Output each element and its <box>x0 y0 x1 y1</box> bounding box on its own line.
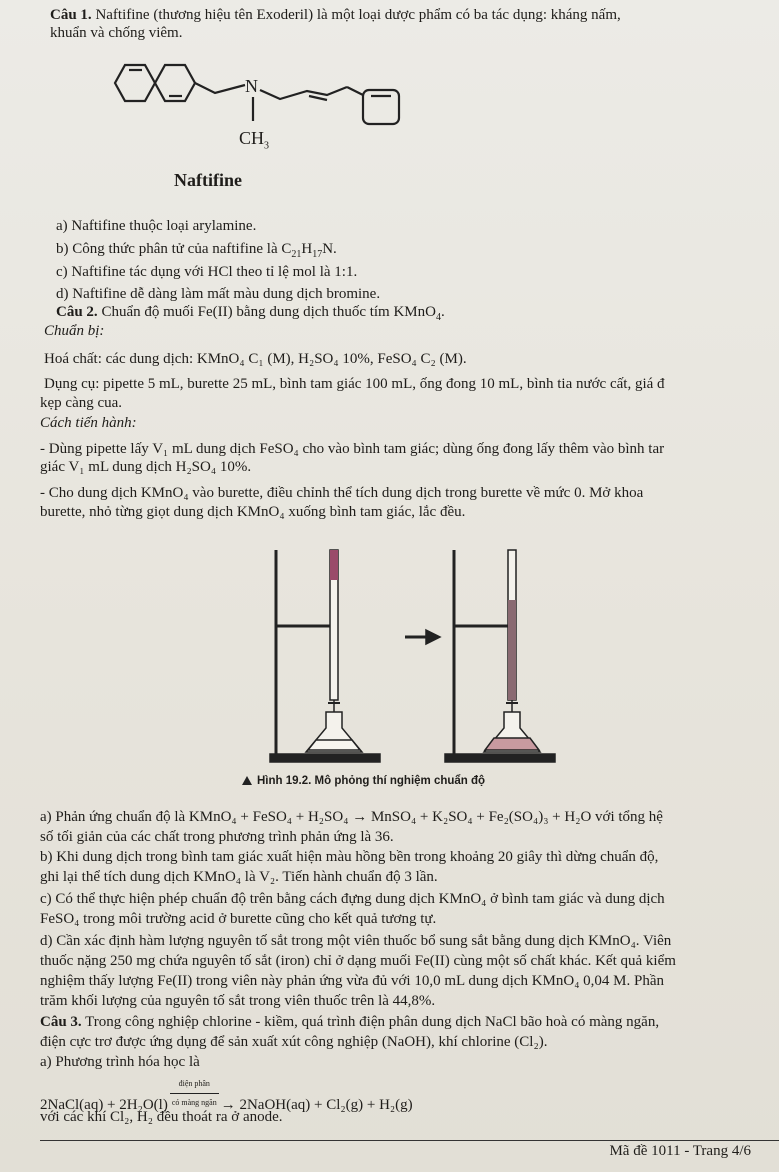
arrow-icon: → <box>220 1097 236 1113</box>
q1-intro-line-2: khuẩn và chống viêm. <box>50 25 183 41</box>
q2-option-b-line-2: ghi lại thể tích dung dịch KMnO₄ là V₂. Tiến hành chuẩn độ 3 lần. <box>40 869 438 885</box>
q3-option-a-line-3: với các khí Cl₂, H₂ đều thoát ra ở anode. <box>40 1109 283 1125</box>
q1-intro-text: Naftifine (thương hiệu tên Exoderil) là một loại dược phẩm có ba tác dụng: kháng nấm, <box>91 7 621 23</box>
q2-step2-line-1: - Cho dung dịch KMnO₄ vào burette, điều chỉnh thể tích dung dịch trong burette về mức 0. Mở khoa <box>40 485 644 501</box>
triangle-icon <box>242 776 252 785</box>
q1-intro-line-1 <box>50 6 621 24</box>
q2-prep-heading: Chuẩn bị: <box>44 323 105 339</box>
page-footer: Mã đề 1011 - Trang 4/6 <box>609 1143 751 1159</box>
q2-option-c-line-2: FeSO₄ trong môi trường acid ở burette cũng cho kết quả tương tự. <box>40 911 437 927</box>
q2-title: Câu 2. <box>56 304 98 320</box>
q2-title-line: Câu 2. Chuẩn độ muối Fe(II) bằng dung dịch thuốc tím KMnO$_4$. <box>56 304 445 323</box>
q2-tools-line-2: kẹp càng cua. <box>40 395 123 411</box>
q2-proc-heading: Cách tiến hành: <box>40 415 137 431</box>
q3-intro-line-2: điện cực trơ được ứng dụng để sản xuất xút công nghiệp (NaOH), khí chlorine (Cl₂). <box>40 1034 548 1050</box>
footer-divider <box>40 1140 779 1141</box>
q1-option-a: a) Naftifine thuộc loại arylamine. <box>56 218 257 234</box>
methyl-label: $CH_3$ <box>239 128 270 152</box>
q2-step1-line-2: giác V₁ mL dung dịch H₂SO₄ 10%. <box>40 459 252 475</box>
naftifine-name: Naftifine <box>174 170 242 190</box>
q2-chem-line: Hoá chất: các dung dịch: KMnO₄ C₁ (M), H₂SO₄ 10%, FeSO₄ C₂ (M). <box>44 351 467 367</box>
q3-option-a-line-1: a) Phương trình hóa học là <box>40 1054 200 1070</box>
q2-option-a-line-2: số tối giản của các chất trong phương trình phản ứng là 36. <box>40 829 394 845</box>
q2-step1-line-1: - Dùng pipette lấy V₁ mL dung dịch FeSO₄ cho vào bình tam giác; dùng ống đong lấy thêm vào bình tar <box>40 441 665 457</box>
q2-option-d-line-3: nghiệm thấy lượng Fe(II) trong viên này phản ứng vừa đủ với 10,0 mL dung dịch KMnO₄ 0,04 M. Phần <box>40 973 665 989</box>
q2-tools-line-1: Dụng cụ: pipette 5 mL, burette 25 mL, bình tam giác 100 mL, ống đong 10 mL, bình tia nước cất, giá đ <box>44 376 665 392</box>
titration-figure <box>240 540 570 775</box>
q2-step2-line-2: burette, nhỏ từng giọt dung dịch KMnO₄ xuống bình tam giác, lắc đều. <box>40 504 466 520</box>
q3-equation: 2NaCl(aq) + 2H₂O(l) $\frac{\text{điện phân}}{\text{có màng ngăn}}$ → 2NaOH(aq) + Cl₂(g) + H₂(g) <box>40 1075 413 1114</box>
q1-option-c: c) Naftifine tác dụng với HCl theo tỉ lệ mol là 1:1. <box>56 264 358 280</box>
q3-title: Câu 3. <box>40 1014 82 1030</box>
figure-caption: Hình 19.2. Mô phỏng thí nghiệm chuẩn độ <box>242 775 485 787</box>
q2-option-d-line-1: d) Cần xác định hàm lượng nguyên tố sắt trong một viên thuốc bổ sung sắt bằng dung dịch KMnO₄. Viên <box>40 933 672 949</box>
q2-option-a-line-1: a) Phản ứng chuẩn độ là KMnO₄ + FeSO₄ + H₂SO₄ → MnSO₄ + K₂SO₄ + Fe₂(SO₄)₃ + H₂O với tổng hệ <box>40 809 663 825</box>
q1-option-b: b) Công thức phân tử của naftifine là $C_{21}H_{17}N$. <box>56 241 337 260</box>
q3-intro-line-1: Câu 3. Trong công nghiệp chlorine - kiềm, quá trình điện phân dung dịch NaCl bão hoà có màng ngăn, <box>40 1014 660 1030</box>
eq-condition: $\frac{\text{điện phân}}{\text{có màng ngăn}}$ <box>170 1075 219 1112</box>
q2-option-d-line-2: thuốc nặng 250 mg chứa nguyên tố sắt (iron) chỉ ở dạng muối Fe(II) cùng một số chất khác. Kết quả kiểm <box>40 953 676 969</box>
n-label: N <box>245 76 258 96</box>
q2-option-d-line-4: trăm khối lượng của nguyên tố sắt trong viên thuốc trên là 44,8%. <box>40 993 436 1009</box>
q2-option-b-line-1: b) Khi dung dịch trong bình tam giác xuất hiện màu hồng bền trong khoảng 20 giây thì dừng chuẩn độ, <box>40 849 659 865</box>
q1-title: Câu 1. <box>50 7 92 23</box>
q1-option-d: d) Naftifine dễ dàng làm mất màu dung dịch bromine. <box>56 286 381 302</box>
q2-option-c-line-1: c) Có thể thực hiện phép chuẩn độ trên bằng cách đựng dung dịch KMnO₄ ở bình tam giác và dung dịch <box>40 891 665 907</box>
